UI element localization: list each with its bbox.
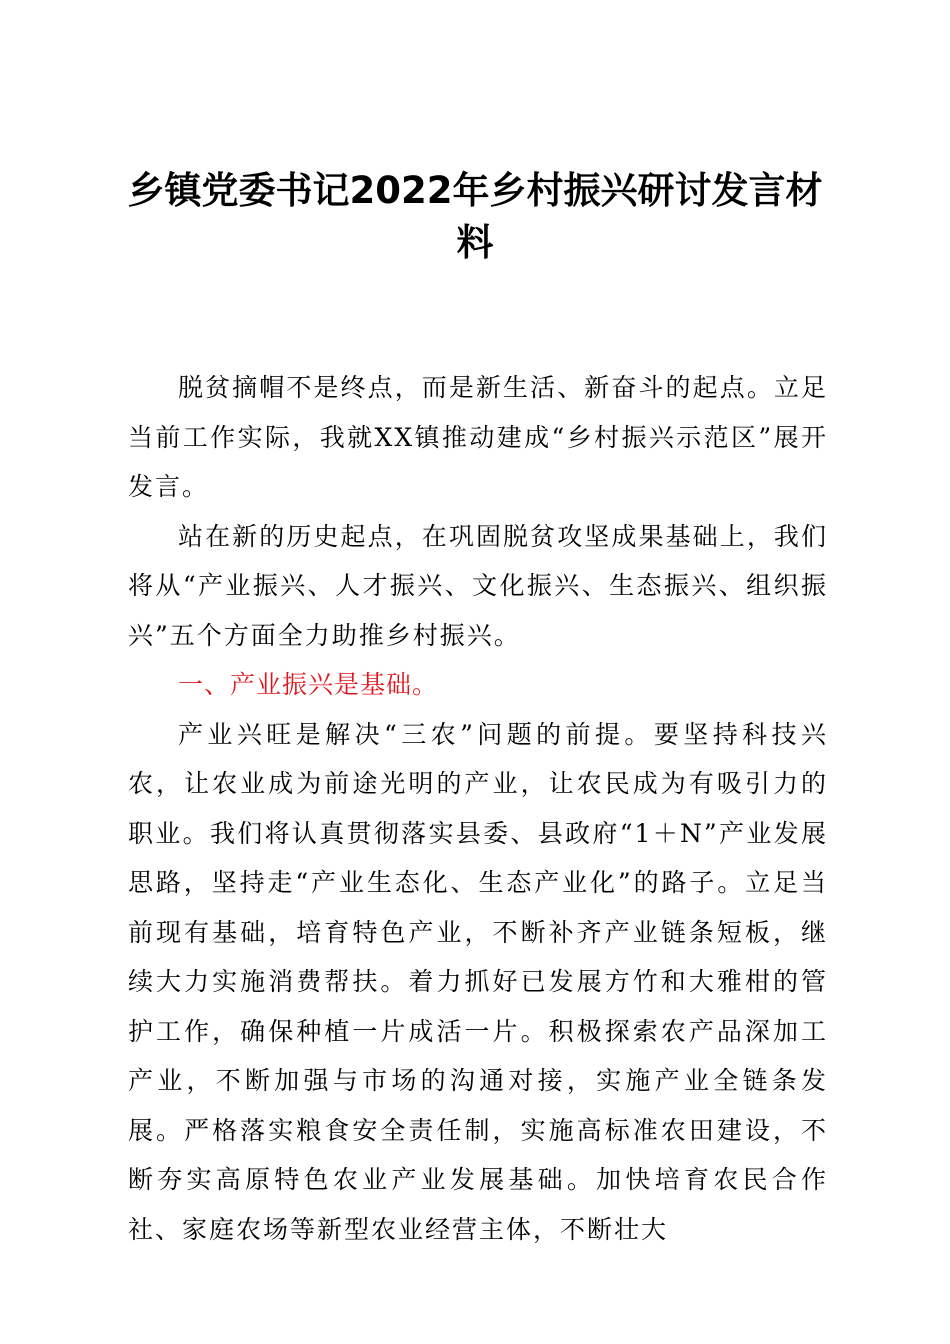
- section-heading-industry: 一、产业振兴是基础。: [178, 670, 439, 699]
- paragraph-intro: 脱贫摘帽不是终点，而是新生活、新奋斗的起点。立足当前工作实际，我就XX镇推动建成“乡村振兴示范区”展开发言。: [128, 373, 828, 501]
- document-title: 乡镇党委书记2022年乡村振兴研讨发言材料: [127, 169, 823, 264]
- paragraph-overview: 站在新的历史起点，在巩固脱贫攻坚成果基础上，我们将从“产业振兴、人才振兴、文化振兴、生态振兴、组织振兴”五个方面全力助推乡村振兴。: [128, 521, 828, 650]
- paragraph-industry: 产业兴旺是解决“三农”问题的前提。要坚持科技兴农，让农业成为前途光明的产业，让农民成为有吸引力的职业。我们将认真贯彻落实县委、县政府“1＋N”产业发展思路，坚持走“产业生态化、生态产业化”的路子。立足当前现有基础，培育特色产业，不断补齐产业链条短板，继续大力实施消费帮扶。着力抓好已发展方竹和大雅柑的管护工作，确保种植一片成活一片。积极探索农产品深加工产业，不断加强与市场的沟通对接，实施产业全链条发展。严格落实粮食安全责任制，实施高标准农田建设，不断夯实高原特色农业产业发展基础。加快培育农民合作社、家庭农场等新型农业经营主体，不断壮大: [128, 719, 828, 1244]
- document-body: [128, 363, 828, 1254]
